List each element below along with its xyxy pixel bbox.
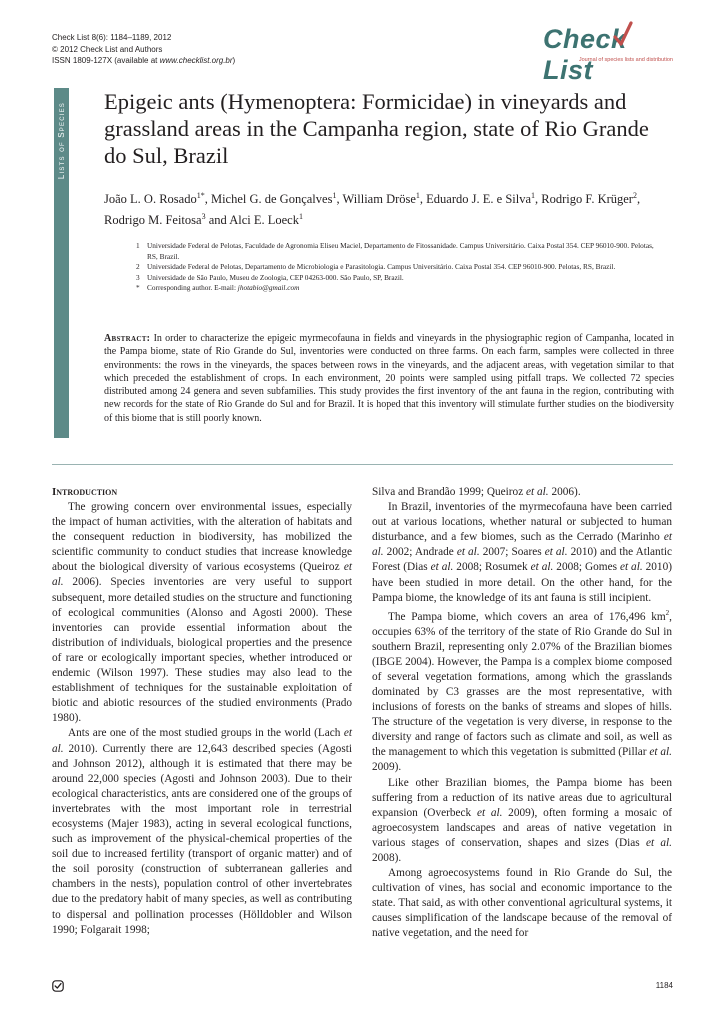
italic-text: et al. (619, 561, 643, 574)
affiliation-text: Universidade Federal de Pelotas, Faculdade de Agronomia Eliseu Maciel, Departamento de Fitossanidade. Campus Universitário. Caixa Postal 354. CEP 96010-900. Pelotas, RS, Brazil. (147, 241, 654, 261)
affiliation-text: Corresponding author. E-mail: (147, 283, 238, 292)
text-run: 2008; Rosumek (453, 561, 531, 574)
text-run: , occupies 63% of the territory of the state of Rio Grande do Sul in southern Brazil, representing only 2.07% of the Brazilian biomes (IBGE 2004). However, the Pampa is a complex biome composed of several vegetation formations, among which the grasslands dominated by C3 grasses are the most representative, with inclusions of forests on the banks of streams and slopes of hills. The structure of the vegetation is very diverse, in response to the diversity and range of factors such as climate and soil, as well as the management to which this vegetation is submitted (Pillar (372, 610, 672, 759)
author-name: Eduardo J. E. e Silva (426, 192, 532, 207)
body-paragraph (372, 866, 672, 941)
checklist-logo (543, 24, 673, 85)
author-affiliation-mark: 1* (196, 191, 205, 200)
text-run: 2008; Gomes (553, 561, 620, 574)
italic-text: et al. (530, 561, 554, 574)
body-paragraph (372, 776, 672, 867)
body-paragraph (52, 726, 352, 937)
author-affiliation-mark: 1 (531, 191, 536, 200)
text-run: 2006). Species inventories are very useful to support subsequent, more detailed studies on the structure and functioning of ecological communities (Alonso and Agosti 2000). These inventories can provide essential information about the distribution of individuals, biological properties and the presence of rare or ecologically important species, whether introduced or endemic (Wilson 1997). These studies may also lead to the establishment of techniques for the sustainable exploitation of biotic and abiotic resources of the studied environments (Prado 1980). (52, 576, 352, 725)
author-name: João L. O. Rosado (104, 192, 197, 207)
affiliation-list (136, 241, 666, 294)
logo-tagline: Journal of species lists and distribution (578, 57, 673, 63)
author-name: Michel G. de Gonçalves (210, 192, 333, 207)
affiliation-text: Universidade de São Paulo, Museu de Zoologia, CEP 04263-000. São Paulo, SP, Brazil. (147, 272, 404, 282)
affiliation-item (136, 241, 666, 262)
header-citation: Check List 8(6): 1184–1189, 2012 (52, 33, 172, 42)
italic-text: et al. (456, 546, 480, 559)
italic-text: et al. (52, 561, 352, 589)
abstract-label: Abstract: (104, 333, 151, 344)
left-column-text (52, 500, 352, 938)
italic-text: et al. (544, 546, 568, 559)
corresponding-email-link[interactable]: jhotabio@gmail.com (237, 283, 300, 292)
body-paragraph (372, 500, 672, 606)
author-affiliation-mark: 2 (632, 191, 637, 200)
italic-text: et al. (645, 836, 672, 849)
text-run: 2009). (372, 761, 402, 774)
page-number: 1184 (655, 981, 673, 990)
text-run: 2010) have been studied in more detail. On the other hand, for the Pampa biome, the knowledge of its ant fauna is still incipient. (372, 561, 672, 604)
author-affiliation-mark: 1 (332, 191, 337, 200)
text-run: 2002; Andrade (383, 546, 457, 559)
journal-header (52, 32, 235, 67)
text-run: 2010). Currently there are 12,643 described species (Agosti and Johnson 2012), although it is estimated that there may be around 22,000 species (Agosti and Johnson 2003). Due to their ecological characteristics, ants are considered one of the groups of invertebrates with the most important role in terrestrial ecosystems (Majer 1983), acting in several ecological functions, such as improvement of the physical-chemical properties of the soil due to increased fertility (transport of organic matter) and of the soil porosity (construction of subterranean galleries and chambers in the nests), population control of other invertebrates due to the predatory habit of many species, as well as contributing to dispersal and pollination processes (Hölldobler and Wilson 1990; Folgarait 1998; (52, 742, 352, 936)
body-paragraph (372, 485, 672, 500)
section-heading: Introduction (52, 486, 118, 498)
checkmark-icon (613, 21, 633, 47)
abstract (104, 332, 674, 425)
journal-url-link[interactable]: www.checklist.org.br (159, 56, 233, 65)
affiliation-number: 3 (136, 272, 140, 282)
text-run: 2006). (548, 486, 581, 498)
author-name: Rodrigo M. Feitosa (104, 213, 202, 228)
author-affiliation-mark: 1 (415, 191, 420, 200)
affiliation-item (136, 283, 666, 294)
text-run: 2010) and the Atlantic Forest (Dias (372, 546, 672, 574)
text-run: Ants are one of the most studied groups in the world (Lach (68, 727, 344, 740)
text-run: 2008). (372, 852, 402, 865)
text-run: The growing concern over environmental issues, especially the impact of human activities, with the alteration of habitats and the consequent reduction in biodiversity, has mobilized the scientific community to conduct studies that increase knowledge about the biological diversity of various ecosystems (Queiroz (52, 501, 352, 574)
italic-text: et al. (372, 531, 672, 559)
text-run: In Brazil, inventories of the myrmecofauna have been carried out at various locations, whether natural or subjected to human disturbance, and a few biomes, such as the Cerrado (Marinho (372, 501, 672, 544)
author-name: Rodrigo F. Krüger (541, 192, 633, 207)
author-list: João L. O. Rosado$^{1*}$, Michel G. de Gonçalves$^1$, William Dröse$^1$, Eduardo J. E. e Silva$^1$, Rodrigo F. Krüger$^2$, Rodrigo M. Feitosa$^3$ and Alci E. Loeck$^1$ (104, 191, 641, 228)
author-name: Alci E. Loeck (229, 213, 299, 228)
affiliation-number: 2 (136, 262, 140, 271)
text-run: The Pampa biome, which covers an area of 176,496 km (388, 610, 666, 623)
superscript: 2 (665, 608, 670, 617)
logo-text: Check List (543, 24, 627, 85)
italic-text: et al. (52, 727, 352, 755)
author-affiliation-mark: 3 (201, 212, 206, 222)
sidebar-label: Lists of Species (57, 102, 66, 180)
body-column-right (372, 485, 672, 942)
text-run: Silva and Brandão 1999; Queiroz (372, 486, 527, 498)
affiliation-item (136, 273, 666, 284)
header-copyright: © 2012 Check List and Authors (52, 44, 163, 54)
header-issn-prefix: ISSN 1809-127X (available at (52, 56, 160, 65)
affiliation-number: * (136, 283, 140, 292)
section-sidebar (54, 88, 69, 438)
body-paragraph (372, 606, 672, 776)
affiliation-text: Universidade Federal de Pelotas, Departamento de Microbiologia e Parasitologia. Campus Universitário. Caixa Postal 354. CEP 96010-900. Pelotas, RS, Brazil. (147, 262, 616, 271)
header-issn (52, 55, 235, 67)
text-run: Among agroecosystems found in Rio Grande do Sul, the cultivation of vines, has social and economic importance to the state. That said, as with other conventional agricultural systems, it causes simplification of the landscape because of the removal of native vegetation, and the need for (372, 867, 672, 940)
italic-text: et al. (649, 746, 672, 759)
header-issn-suffix: ) (232, 56, 236, 65)
italic-text: et al. (476, 806, 503, 819)
abstract-text: In order to characterize the epigeic myrmecofauna in fields and vineyards in the physiographic region of Campanha, located in the Pampa biome, state of Rio Grande do Sul, inventories were conducted on three farms. On each farm, samples were collected in three environments: the rows in the vineyards, the spaces between rows in the vineyards, and the adjacent areas, with vegetation similar to that which preceded the establishment of crops. In each environment, 20 points were sampled using pitfall traps. We collected 72 species distributed among 24 genera and seven subfamilies. This study provides the first inventory of the ant fauna in the region, contributing with new records for the state of Rio Grande do Sul and for Brazil. It is hoped that this inventory will stimulate further studies on the biodiversity of this biome that is still poorly known. (104, 333, 674, 424)
text-run: Like other Brazilian biomes, the Pampa biome has been suffering from a reduction of its native areas due to agricultural expansion (Overbeck (372, 776, 672, 819)
italic-text: et al. (526, 486, 549, 498)
section-divider (52, 464, 673, 465)
right-column-text (372, 485, 672, 942)
checklist-footer-icon (52, 980, 64, 992)
author-affiliation-mark: 1 (298, 212, 303, 222)
article-title: Epigeic ants (Hymenoptera: Formicidae) in vineyards and grassland areas in the Campanha region, state of Rio Grande do Sul, Brazil (104, 89, 649, 168)
author-name: William Dröse (342, 192, 416, 207)
italic-text: et al. (430, 561, 454, 574)
text-run: 2009), often forming a mosaic of agroecosystem landscapes and areas of native vegetation in various stages of conservation, shapes and sizes (Dias (372, 806, 673, 849)
affiliation-item (136, 262, 666, 273)
body-column-left (52, 485, 352, 938)
affiliation-number: 1 (136, 241, 140, 250)
text-run: 2007; Soares (479, 546, 545, 559)
body-paragraph (52, 500, 352, 726)
